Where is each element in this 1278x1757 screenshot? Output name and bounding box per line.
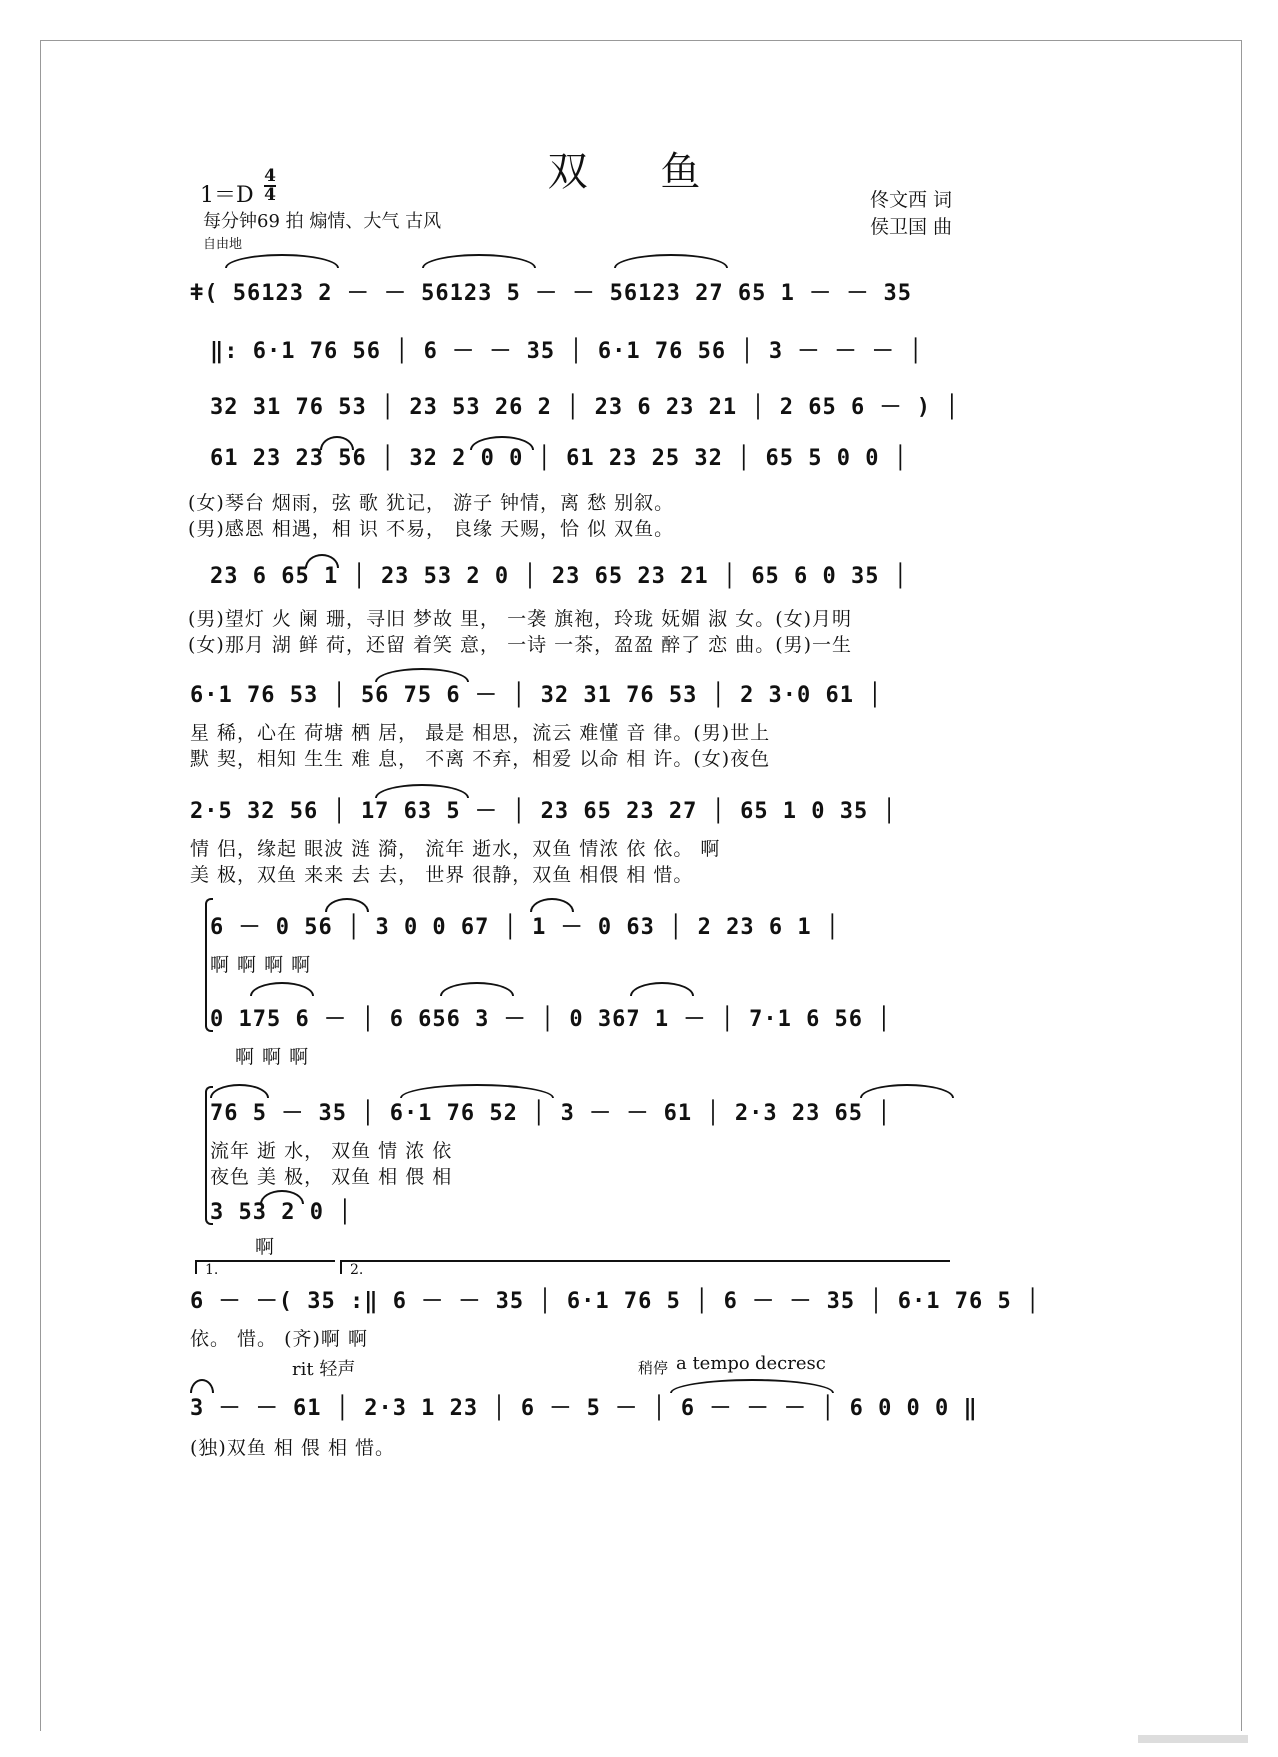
- notes-line: 6·1 76 53 │ 56 75 6 － │ 32 31 76 53 │ 2 3·0 61 │: [190, 683, 883, 708]
- lyricist-credit: 佟文西 词: [870, 189, 953, 211]
- volta-second-ending: 2.: [340, 1260, 950, 1274]
- lyrics-line: 啊 啊 啊 啊: [210, 954, 312, 976]
- key-label: 1＝D: [200, 183, 254, 208]
- notes-line: 32 31 76 53 │ 23 53 26 2 │ 23 6 23 21 │ 2 65 6 － ) │: [210, 395, 960, 420]
- decresc-marking: decresc: [755, 1353, 826, 1374]
- watermark: [1138, 1735, 1248, 1743]
- meter-bottom: 4: [264, 185, 276, 205]
- notes-line: ‖: 6·1 76 56 │ 6 － － 35 │ 6·1 76 56 │ 3 － － － │: [210, 339, 924, 364]
- lyrics-verse-1: 星 稀，心在 荷塘 栖 居， 最是 相思，流云 难懂 音 律。(男)世上: [190, 722, 771, 744]
- lyrics-line: 啊 啊 啊: [235, 1046, 310, 1068]
- lyrics-verse-2: (女)那月 湖 鲜 荷，还留 着笑 意， 一诗 一茶，盈盈 醉了 恋 曲。(男)一生: [188, 634, 853, 656]
- lyrics-verse-2: 默 契，相知 生生 难 息， 不离 不弃，相爱 以命 相 许。(女)夜色: [190, 748, 771, 770]
- composer-credit: 侯卫国 曲: [870, 216, 953, 238]
- rit-marking: rit 轻声: [292, 1359, 356, 1380]
- time-signature: [264, 168, 276, 204]
- lyrics-verse-2: (男)感恩 相遇，相 识 不易， 良缘 天赐，恰 似 双鱼。: [188, 518, 675, 540]
- lyrics-verse-2: 美 极，双鱼 来来 去 去， 世界 很静，双鱼 相偎 相 惜。: [190, 864, 694, 886]
- lyrics-verse-1: 流年 逝 水， 双鱼 情 浓 依: [210, 1140, 453, 1162]
- notes-line: ǂ( 56123 2 － － 56123 5 － － 56123 27 65 1 － － 35: [190, 281, 913, 306]
- free-time-marking: 自由地: [203, 237, 243, 252]
- notes-line: 76 5 － 35 │ 6·1 76 52 │ 3 － － 61 │ 2·3 23 65 │: [210, 1101, 892, 1126]
- notes-line: 6 － －( 35 :‖ 6 － － 35 │ 6·1 76 5 │ 6 － － 35 │ 6·1 76 5 │: [190, 1289, 1041, 1314]
- volta-first-ending: 1.: [195, 1260, 335, 1274]
- tempo-marking: 每分钟69 拍 煽情、大气 古风: [203, 211, 442, 232]
- notes-line: 2·5 32 56 │ 17 63 5 － │ 23 65 23 27 │ 65 1 0 35 │: [190, 799, 897, 824]
- notes-line: 23 6 65 1 │ 23 53 2 0 │ 23 65 23 21 │ 65 6 0 35 │: [210, 564, 909, 589]
- lyrics-verse-1: (女)琴台 烟雨，弦 歌 犹记， 游子 钟情，离 愁 别叙。: [188, 492, 675, 514]
- shaoting-marking: 稍停: [638, 1359, 669, 1377]
- notes-line: 6 － 0 56 │ 3 0 0 67 │ 1 － 0 63 │ 2 23 6 1 │: [210, 915, 841, 940]
- lyrics-line: 啊: [255, 1236, 276, 1258]
- key-signature: [200, 178, 254, 209]
- notes-line: 0 175 6 － │ 6 656 3 － │ 0 367 1 － │ 7·1 6 56 │: [210, 1007, 892, 1032]
- lyrics-verse-2: 夜色 美 极， 双鱼 相 偎 相: [210, 1166, 453, 1188]
- lyrics-verse-1: 情 侣，缘起 眼波 涟 漪， 流年 逝水，双鱼 情浓 依 依。 啊: [190, 838, 721, 860]
- notes-line: 3 － － 61 │ 2·3 1 23 │ 6 － 5 － │ 6 － － － │ 6 0 0 0 ‖: [190, 1396, 978, 1421]
- atempo-marking: a tempo: [676, 1353, 750, 1374]
- lyrics-line: (独)双鱼 相 偎 相 惜。: [190, 1437, 395, 1459]
- notes-line: 61 23 23 56 │ 32 2 0 0 │ 61 23 25 32 │ 65 5 0 0 │: [210, 446, 909, 471]
- lyrics-line: 依。 惜。 (齐)啊 啊: [190, 1328, 368, 1350]
- song-title: 双 鱼: [547, 149, 731, 195]
- meter-top: 4: [264, 166, 276, 186]
- notes-line: 3 53 2 0 │: [210, 1200, 353, 1225]
- lyrics-verse-1: (男)望灯 火 阑 珊，寻旧 梦故 里， 一袭 旗袍，玲珑 妩媚 淑 女。(女)月明: [188, 608, 853, 630]
